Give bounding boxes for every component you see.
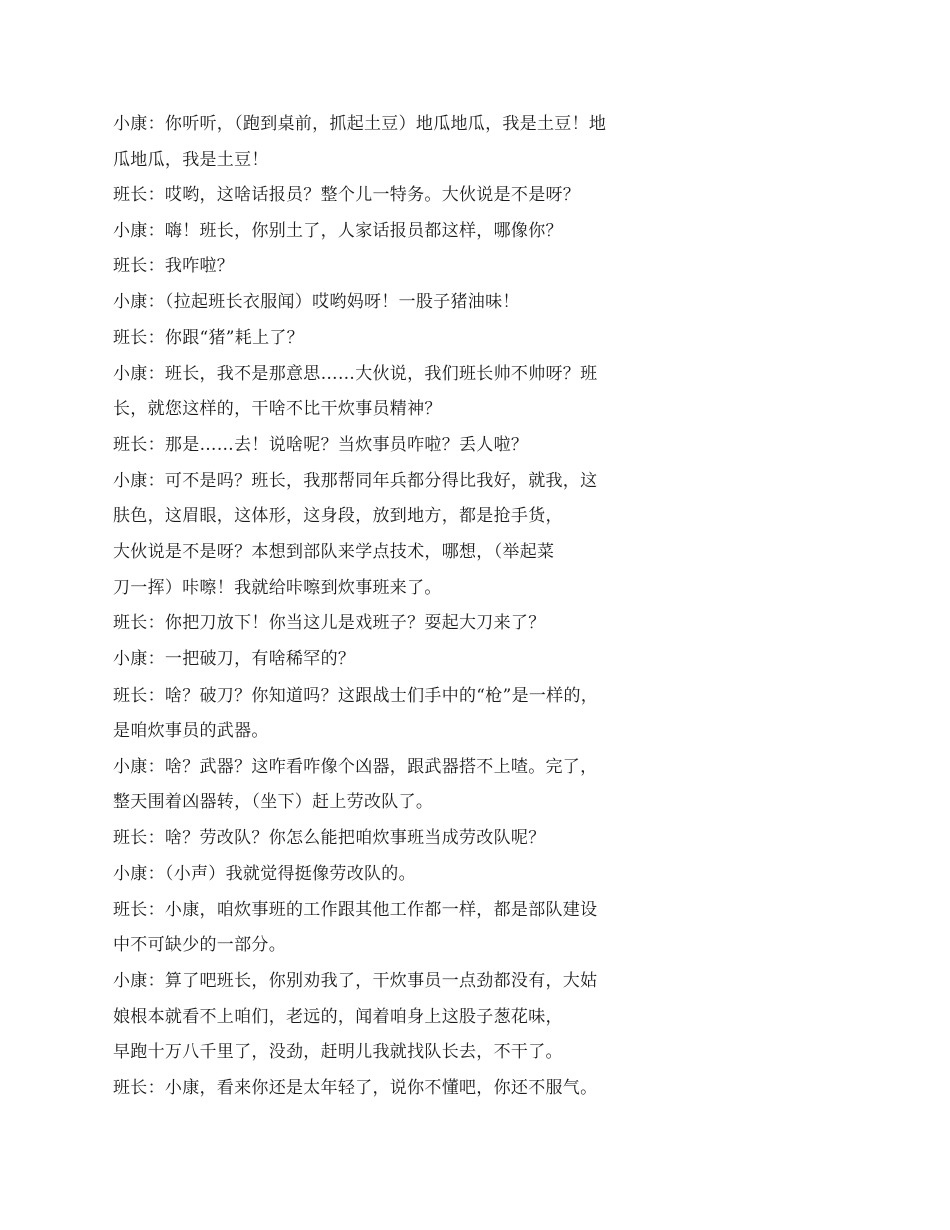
text-line: 小康：（拉起班长衣服闻）哎哟妈呀！一股子猪油味！	[113, 292, 520, 312]
text-line: 是咱炊事员的武器。	[113, 721, 269, 741]
text-line: 班长：啥？劳改队？你怎么能把咱炊事班当成劳改队呢？	[113, 828, 546, 848]
text-line: 班长：我咋啦？	[113, 256, 235, 276]
text-line: 小康：算了吧班长，你别劝我了，干炊事员一点劲都没有，大姑	[113, 971, 598, 991]
text-line: 班长：啥？破刀？你知道吗？这跟战士们手中的“枪”是一样的，	[113, 686, 599, 706]
text-line: 小康：可不是吗？班长，我那帮同年兵都分得比我好，就我，这	[113, 471, 598, 491]
text-line: 班长：小康，咱炊事班的工作跟其他工作都一样，都是部队建设	[113, 900, 598, 920]
text-line: 小康：（小声）我就觉得挺像劳改队的。	[113, 864, 416, 884]
text-line: 小康：一把破刀，有啥稀罕的？	[113, 649, 356, 669]
text-line: 长，就您这样的，干啥不比干炊事员精神？	[113, 399, 442, 419]
text-line: 中不可缺少的一部分。	[113, 935, 286, 955]
text-line: 早跑十万八千里了，没劲，赶明儿我就找队长去，不干了。	[113, 1042, 563, 1062]
text-line: 班长：你跟“猪”耗上了？	[113, 328, 304, 348]
text-line: 肤色，这眉眼，这体形，这身段，放到地方，都是抢手货，	[113, 506, 563, 526]
text-line: 班长：哎哟，这啥话报员？整个儿一特务。大伙说是不是呀？	[113, 185, 581, 205]
text-line: 小康：你听听，（跑到桌前，抓起土豆）地瓜地瓜，我是土豆！地	[113, 114, 607, 134]
text-line: 班长：小康，看来你还是太年轻了，说你不懂吧，你还不服气。	[113, 1078, 598, 1098]
text-line: 小康：啥？武器？这咋看咋像个凶器，跟武器搭不上喳。完了，	[113, 757, 598, 777]
text-line: 刀一挥）咔嚓！我就给咔嚓到炊事班来了。	[113, 578, 442, 598]
text-line: 瓜地瓜，我是土豆！	[113, 150, 269, 170]
text-line: 班长：你把刀放下！你当这儿是戏班子？耍起大刀来了？	[113, 613, 546, 633]
text-line: 班长：那是……去！说啥呢？当炊事员咋啦？丢人啦？	[113, 435, 529, 455]
text-line: 小康：班长，我不是那意思……大伙说，我们班长帅不帅呀？班	[113, 364, 598, 384]
text-line: 大伙说是不是呀？本想到部队来学点技术，哪想，（举起菜	[113, 542, 555, 562]
text-line: 小康：嗨！班长，你别土了，人家话报员都这样，哪像你？	[113, 221, 563, 241]
text-line: 娘根本就看不上咱们，老远的，闻着咱身上这股子葱花味，	[113, 1007, 563, 1027]
text-line: 整天围着凶器转，（坐下）赶上劳改队了。	[113, 792, 434, 812]
